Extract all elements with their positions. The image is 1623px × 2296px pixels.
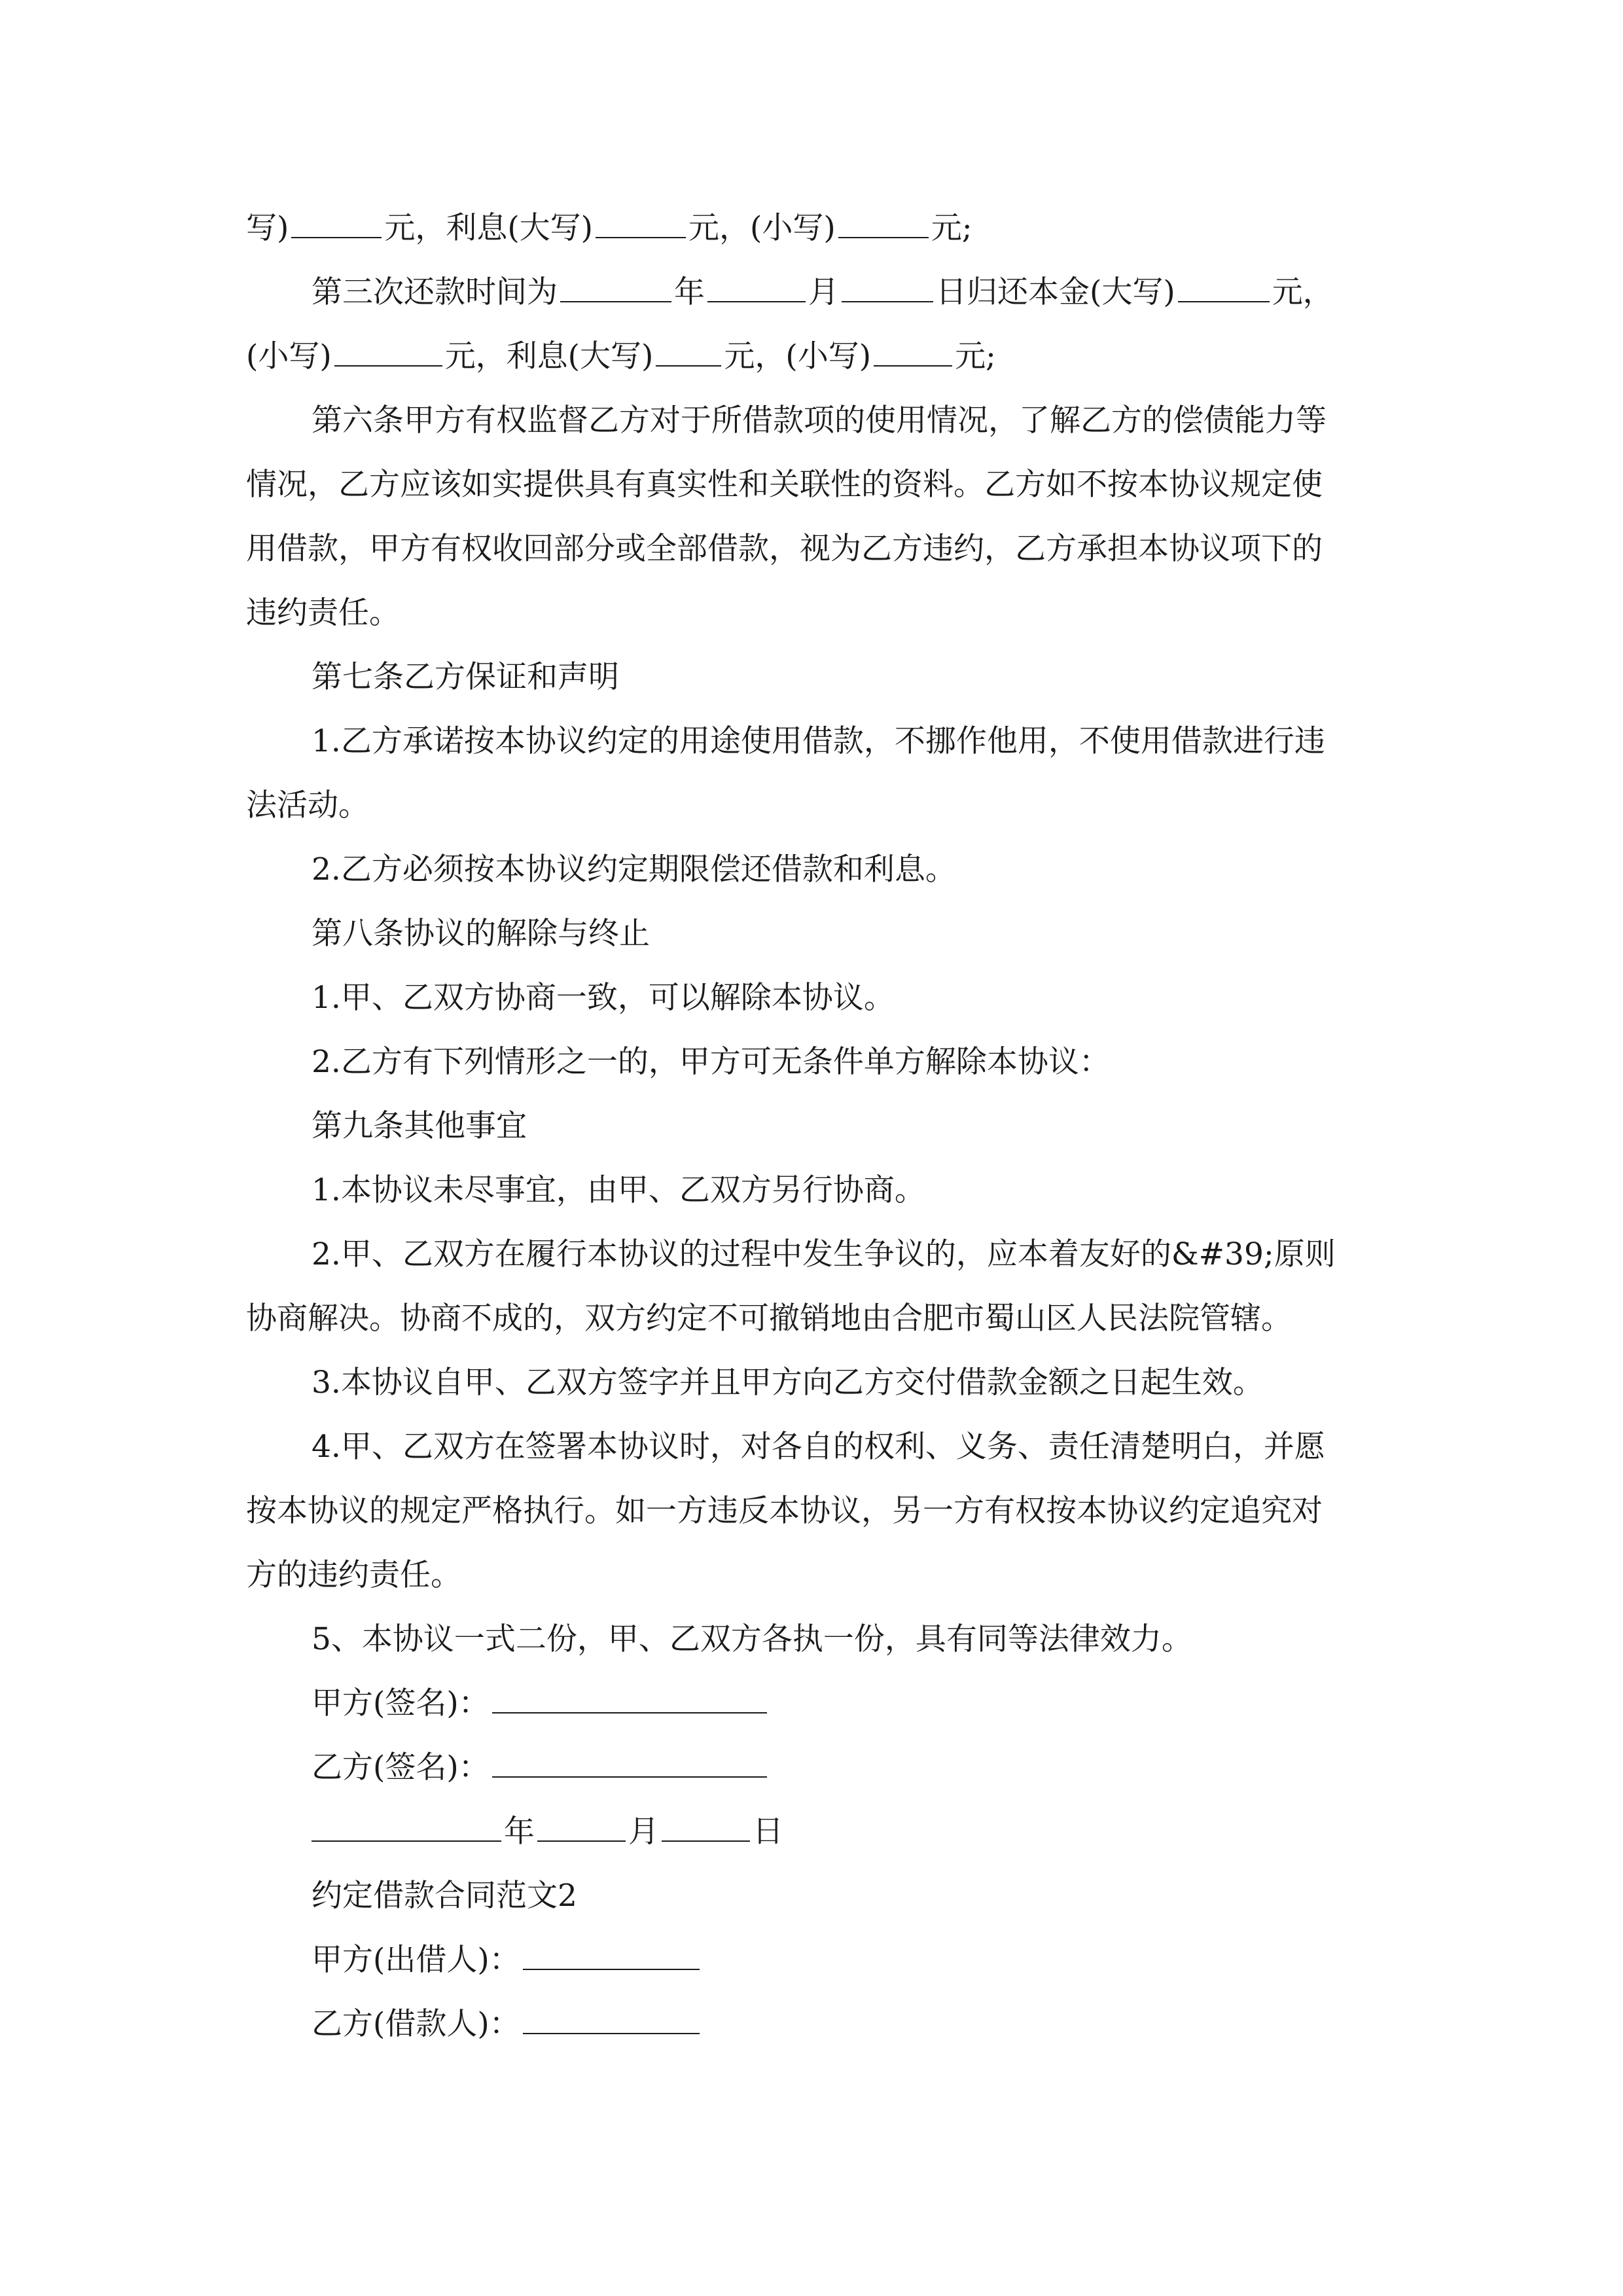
paragraph-text: 1.甲、乙双方协商一致，可以解除本协议。 (312, 980, 895, 1016)
paragraph-text: 第六条甲方有权监督乙方对于所借款项的使用情况，了解乙方的偿债能力等 (312, 403, 1327, 439)
text-segment: 月 (808, 274, 839, 310)
section-heading: 第七条乙方保证和声明 (312, 659, 619, 695)
date-year-label: 年 (504, 1814, 535, 1850)
text-segment: 元， (1272, 274, 1334, 310)
paragraph-text: 法活动。 (246, 787, 369, 823)
text-segment: 元，利息(大写) (384, 210, 594, 246)
amount-blank[interactable] (1178, 300, 1270, 302)
party-label: 甲方(出借人)： (312, 1942, 520, 1978)
paragraph-text: 1.乙方承诺按本协议约定的用途使用借款，不挪作他用，不使用借款进行违 (312, 723, 1325, 759)
date-month-blank[interactable] (537, 1840, 626, 1842)
article-7-item-2 (246, 838, 1378, 902)
repayment-3-tail-line (246, 325, 1378, 389)
paragraph-text: 违约责任。 (246, 595, 400, 631)
article-9-item-2-line-1 (246, 1223, 1378, 1287)
article-8-item-2 (246, 1030, 1378, 1094)
year-blank[interactable] (560, 300, 671, 302)
section-heading: 第九条其他事宜 (312, 1108, 527, 1144)
article-6-line-2 (246, 453, 1378, 517)
amount-blank[interactable] (874, 365, 952, 367)
amount-blank[interactable] (838, 236, 929, 238)
lender-line (246, 1928, 1378, 1992)
party-a-signature-blank[interactable] (492, 1712, 767, 1713)
date-day-blank[interactable] (662, 1840, 750, 1842)
article-9-item-4-line-2 (246, 1479, 1378, 1543)
article-9-item-2-line-2 (246, 1287, 1378, 1351)
paragraph-text: 情况，乙方应该如实提供具有真实性和关联性的资料。乙方如不按本协议规定使 (246, 467, 1323, 503)
paragraph-text: 方的违约责任。 (246, 1557, 461, 1593)
paragraph-text: 4.甲、乙双方在签署本协议时，对各自的权利、义务、责任清楚明白，并愿 (312, 1429, 1325, 1465)
article-6-line-4 (246, 581, 1378, 645)
day-blank[interactable] (842, 300, 933, 302)
party-label: 乙方(借款人)： (312, 2006, 520, 2042)
text-segment: 元，(小写) (688, 210, 836, 246)
paragraph-text: 用借款，甲方有权收回部分或全部借款，视为乙方违约，乙方承担本协议项下的 (246, 531, 1323, 567)
text-segment: 元; (931, 210, 972, 246)
text-segment: 年 (674, 274, 705, 310)
amount-blank[interactable] (291, 236, 382, 238)
signing-date-line (246, 1800, 1378, 1864)
text-segment: 元，(小写) (724, 338, 872, 374)
month-blank[interactable] (707, 300, 806, 302)
paragraph-text: 1.本协议未尽事宜，由甲、乙双方另行协商。 (312, 1172, 925, 1208)
article-9-item-5 (246, 1607, 1378, 1672)
party-b-signature-line (246, 1736, 1378, 1800)
section-title: 约定借款合同范文2 (312, 1878, 577, 1914)
repayment-3-line (246, 260, 1378, 325)
paragraph-text: 3.本协议自甲、乙双方签字并且甲方向乙方交付借款金额之日起生效。 (312, 1365, 1264, 1401)
paragraph-text: 2.甲、乙双方在履行本协议的过程中发生争议的，应本着友好的&#39;原则 (312, 1236, 1336, 1272)
date-month-label: 月 (628, 1814, 659, 1850)
article-7-item-1-line-2 (246, 774, 1378, 838)
borrower-line (246, 1992, 1378, 2056)
text-segment: 元; (955, 338, 996, 374)
sample-2-title (246, 1864, 1378, 1928)
repayment-2-tail-line (246, 196, 1378, 260)
article-8-item-1 (246, 966, 1378, 1030)
paragraph-text: 协商解决。协商不成的，双方约定不可撤销地由合肥市蜀山区人民法院管辖。 (246, 1300, 1292, 1336)
amount-blank[interactable] (334, 365, 442, 367)
lender-name-blank[interactable] (523, 1968, 700, 1970)
article-6-line-1 (246, 389, 1378, 453)
paragraph-text: 按本协议的规定严格执行。如一方违反本协议，另一方有权按本协议约定追究对 (246, 1493, 1323, 1529)
party-a-signature-line (246, 1672, 1378, 1736)
article-6-line-3 (246, 517, 1378, 581)
article-9-item-4-line-3 (246, 1543, 1378, 1607)
text-segment: 第三次还款时间为 (312, 274, 558, 310)
text-segment: 日归还本金(大写) (936, 274, 1175, 310)
date-year-blank[interactable] (312, 1840, 501, 1842)
paragraph-text: 2.乙方有下列情形之一的，甲方可无条件单方解除本协议： (312, 1044, 1110, 1080)
article-9-item-3 (246, 1351, 1378, 1415)
date-day-label: 日 (753, 1814, 783, 1850)
document-page (246, 196, 1378, 2056)
paragraph-text: 5、本协议一式二份，甲、乙双方各执一份，具有同等法律效力。 (312, 1621, 1192, 1657)
amount-blank[interactable] (596, 236, 686, 238)
article-7-heading (246, 645, 1378, 709)
paragraph-text: 2.乙方必须按本协议约定期限偿还借款和利息。 (312, 852, 956, 888)
signature-label: 甲方(签名)： (312, 1685, 490, 1721)
text-segment: 写) (246, 210, 289, 246)
party-b-signature-blank[interactable] (492, 1776, 767, 1778)
section-heading: 第八条协议的解除与终止 (312, 916, 650, 952)
article-9-item-1 (246, 1158, 1378, 1223)
borrower-name-blank[interactable] (523, 2032, 700, 2034)
signature-label: 乙方(签名)： (312, 1749, 490, 1785)
text-segment: 元，利息(大写) (444, 338, 654, 374)
text-segment: (小写) (246, 338, 332, 374)
article-9-item-4-line-1 (246, 1415, 1378, 1479)
article-8-heading (246, 902, 1378, 966)
amount-blank[interactable] (656, 365, 721, 367)
article-7-item-1-line-1 (246, 709, 1378, 774)
article-9-heading (246, 1094, 1378, 1158)
